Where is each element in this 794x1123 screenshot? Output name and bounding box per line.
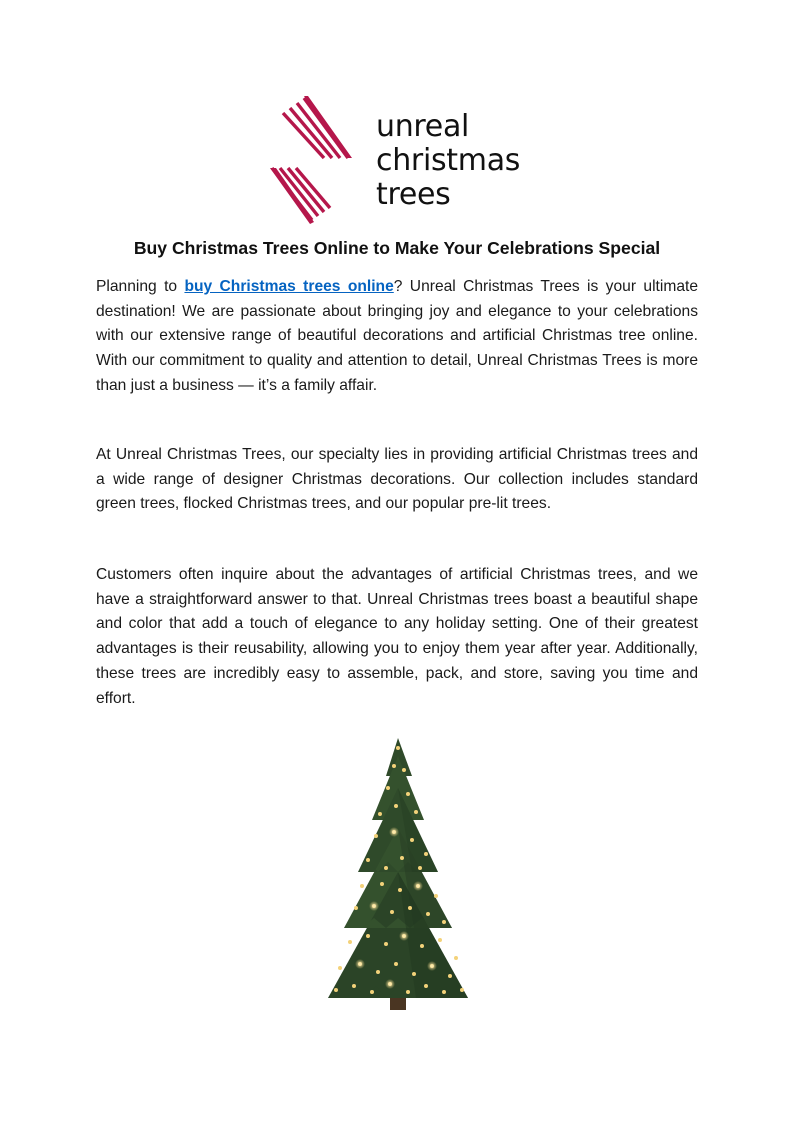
intro-text-before: Planning to: [96, 278, 185, 295]
intro-paragraph: [96, 275, 698, 399]
logo-word-unreal: unreal: [376, 109, 470, 144]
intro-text-after: ? Unreal Christmas Trees is your ultimate destination! We are passionate about bringing joy and elegance to your celebrations with our extensive range of beautiful decorations and artificial Christmas tree online. With our commitment to quality and attention to detail, Unreal Christmas Trees is more than just a business — it’s a family affair.: [96, 278, 698, 394]
christmas-tree-image: [316, 736, 480, 1012]
buy-trees-online-link[interactable]: buy Christmas trees online: [184, 278, 394, 295]
brand-logo: [268, 96, 538, 224]
article-title: Buy Christmas Trees Online to Make Your Celebrations Special: [133, 238, 661, 258]
logo-wordmark: [376, 110, 520, 212]
logo-word-trees: trees: [376, 177, 451, 212]
specialty-paragraph: At Unreal Christmas Trees, our specialty lies in providing artificial Christmas trees and a wide range of designer Christmas decorations. Our collection includes standard green trees, flocked Christmas trees, and our popular pre-lit trees.: [96, 446, 698, 513]
logo-word-christmas: christmas: [376, 143, 521, 178]
ribbon-logo-icon: [268, 96, 354, 224]
advantages-paragraph: Customers often inquire about the advantages of artificial Christmas trees, and we have a straightforward answer to that. Unreal Christmas trees boast a beautiful shape and color that add a touch of elegance to any holiday setting. One of their greatest advantages is their reusability, allowing you to enjoy them year after year. Additionally, these trees are incredibly easy to assemble, pack, and store, saving you time and effort.: [96, 566, 698, 707]
